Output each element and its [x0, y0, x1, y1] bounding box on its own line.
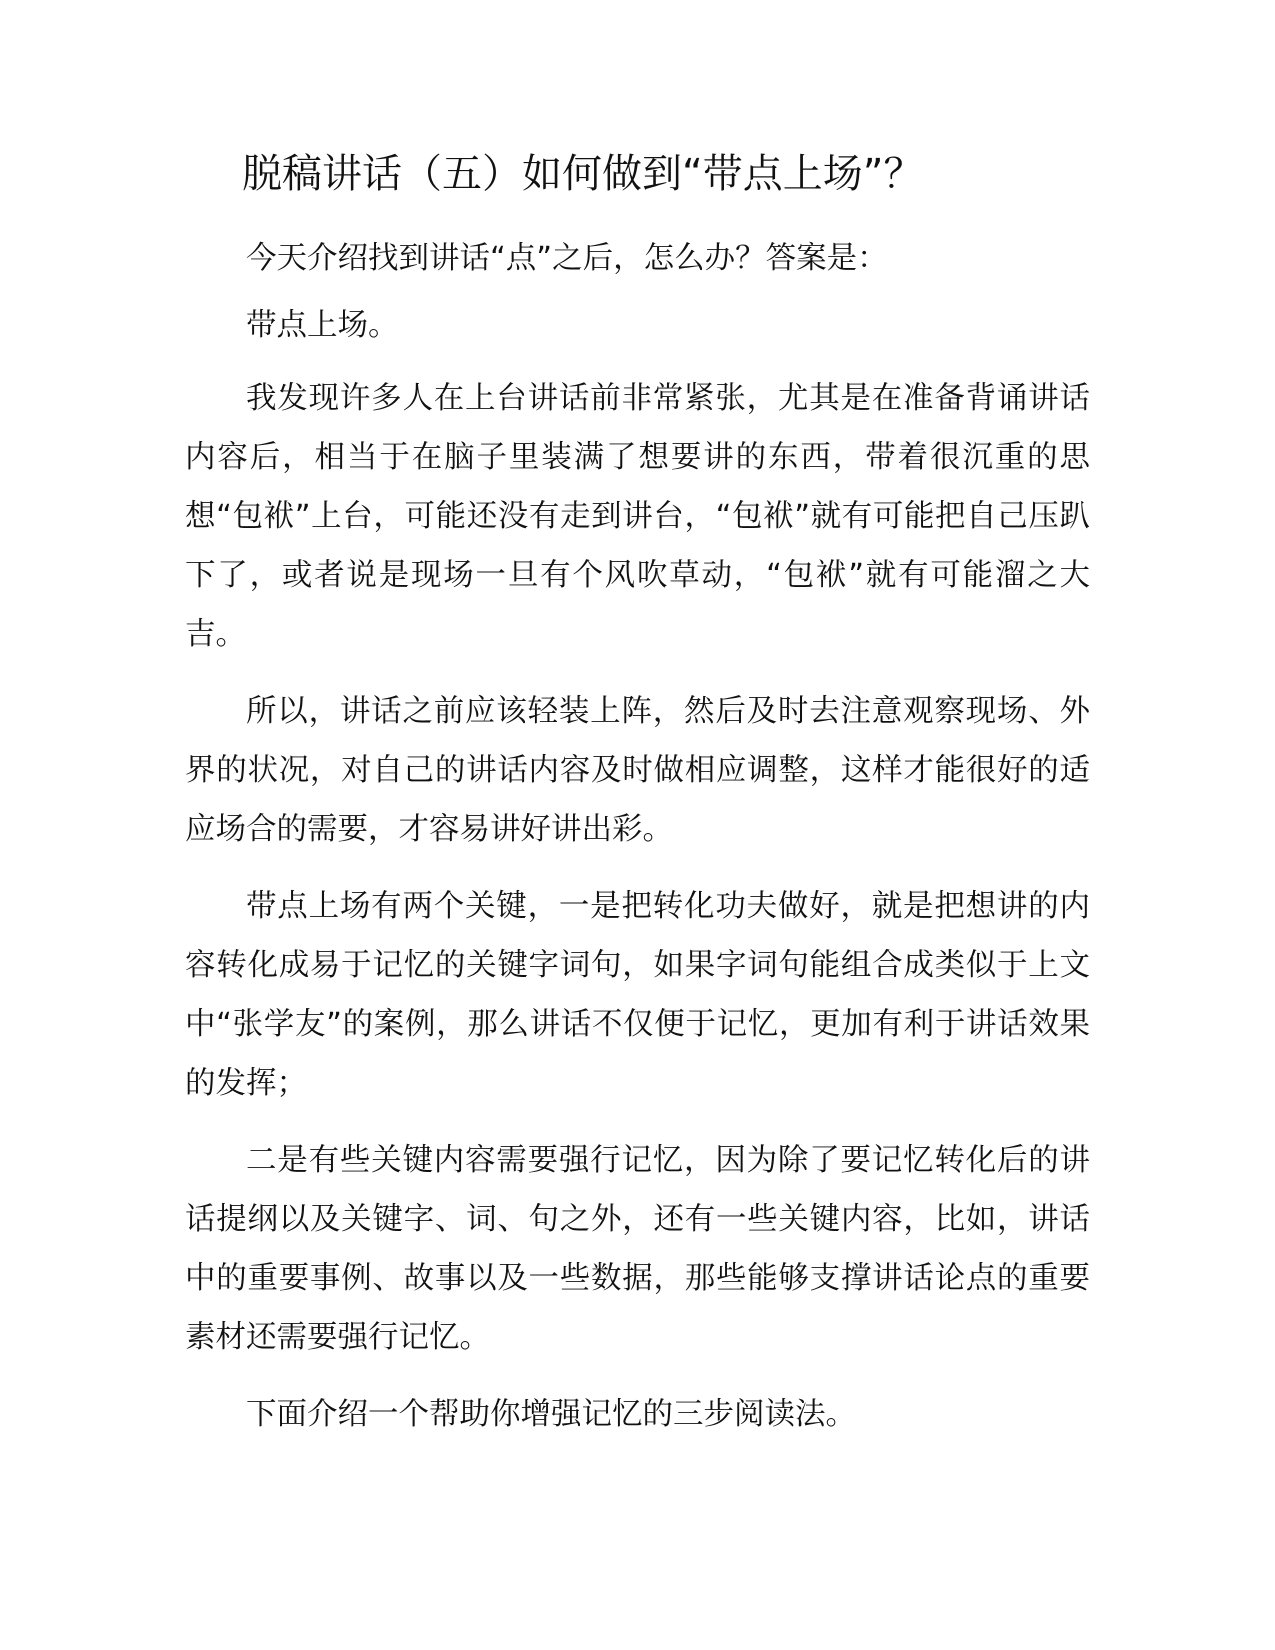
- paragraph-intro: 今天介绍找到讲话“点”之后，怎么办？答案是：: [246, 241, 888, 276]
- paragraph-next-topic: 下面介绍一个帮助你增强记忆的三步阅读法。: [246, 1397, 856, 1432]
- paragraph-answer: 带点上场。: [246, 308, 399, 343]
- paragraph-nervousness: 我发现许多人在上台讲话前非常紧张，尤其是在准备背诵讲话内容后，相当于在脑子里装满了想要讲的东西，带着很沉重的思想“包袱”上台，可能还没有走到讲台，“包袱”就有可能把自己压趴下了，或者说是现场一旦有个风吹草动，“包袱”就有可能溜之大吉。: [185, 381, 1090, 652]
- paragraph-travel-light: 所以，讲话之前应该轻装上阵，然后及时去注意观察现场、外界的状况，对自己的讲话内容及时做相应调整，这样才能很好的适应场合的需要，才容易讲好讲出彩。: [185, 694, 1090, 847]
- document-body: [185, 145, 1090, 1462]
- paragraph-key-one: 带点上场有两个关键，一是把转化功夫做好，就是把想讲的内容转化成易于记忆的关键字词句，如果字词句能组合成类似于上文中“张学友”的案例，那么讲话不仅便于记忆，更加有利于讲话效果的发挥；: [185, 889, 1090, 1101]
- document-title: 脱稿讲话（五）如何做到“带点上场”？: [242, 151, 924, 197]
- paragraph-key-two: 二是有些关键内容需要强行记忆，因为除了要记忆转化后的讲话提纲以及关键字、词、句之外，还有一些关键内容，比如，讲话中的重要事例、故事以及一些数据，那些能够支撑讲话论点的重要素材还需要强行记忆。: [185, 1143, 1090, 1355]
